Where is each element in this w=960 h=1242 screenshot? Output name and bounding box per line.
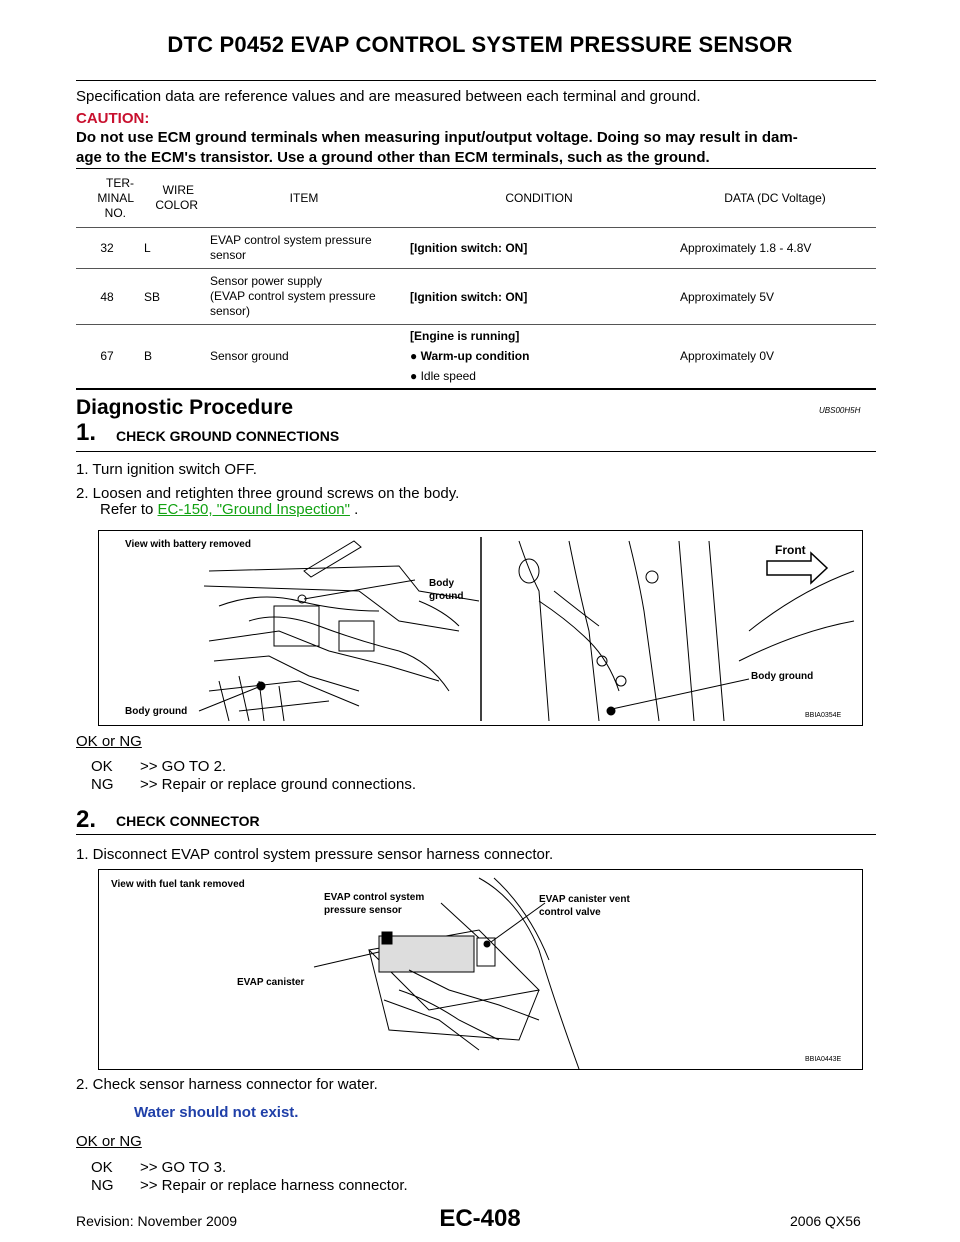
ng-key: NG — [91, 776, 114, 793]
ng-text: >> Repair or replace ground connections. — [140, 776, 417, 793]
cell-condition — [404, 325, 674, 389]
step-1-item: 2. Loosen and retighten three ground screws on the body. — [76, 485, 460, 502]
step-1-title: CHECK GROUND CONNECTIONS — [116, 428, 340, 444]
cell-terminal: 32 — [76, 228, 138, 269]
table-row — [76, 325, 876, 389]
figure-2-title: View with fuel tank removed — [111, 879, 245, 890]
refer-suffix: . — [349, 501, 359, 518]
ng-key: NG — [91, 1177, 114, 1194]
spec-water: Water should not exist. — [134, 1104, 299, 1121]
header-rule — [76, 80, 876, 81]
step-2-item: 2. Check sensor harness connector for water. — [76, 1076, 378, 1093]
bullet-text: Idle speed — [420, 369, 476, 384]
cell-terminal: 48 — [76, 269, 138, 325]
cell-wire: B — [138, 325, 204, 389]
table-header-row — [76, 169, 876, 228]
ground-locations-illustration — [99, 531, 862, 725]
ground-inspection-link[interactable]: EC-150, "Ground Inspection" — [157, 501, 350, 518]
step-1-item: 1. Turn ignition switch OFF. — [76, 461, 257, 478]
ok-text: >> GO TO 3. — [140, 1159, 227, 1176]
table-row — [76, 269, 876, 325]
cell-wire: SB — [138, 269, 204, 325]
section-code: UBS00H5H — [819, 406, 861, 415]
bullet-text: Warm-up condition — [420, 349, 530, 364]
header-terminal-line: NO. — [104, 205, 126, 220]
evap-canister-illustration — [99, 870, 862, 1069]
caution-line-1: Do not use ECM ground terminals when measuring input/output voltage. Doing so may result in dam- — [76, 129, 798, 146]
step-1-rule — [76, 451, 876, 452]
condition-bullet: ● Idle speed — [410, 369, 476, 384]
step-2-item: 1. Disconnect EVAP control system pressure sensor harness connector. — [76, 846, 554, 863]
revision-date: Revision: November 2009 — [76, 1213, 238, 1229]
cell-data: Approximately 1.8 - 4.8V — [674, 228, 876, 269]
item-line: sensor — [210, 248, 247, 262]
header-terminal-line: TER- — [106, 175, 134, 190]
ng-text: >> Repair or replace harness connector. — [140, 1177, 408, 1194]
front-arrow-icon — [767, 553, 827, 583]
label-sensor-1: EVAP control system — [324, 892, 425, 903]
caution-line-2: age to the ECM's transistor. Use a ground other than ECM terminals, such as the ground. — [76, 149, 710, 166]
cell-data: Approximately 5V — [674, 269, 876, 325]
ok-text: >> GO TO 2. — [140, 758, 227, 775]
header-item: ITEM — [289, 191, 319, 205]
page-title: DTC P0452 EVAP CONTROL SYSTEM PRESSURE SENSOR — [167, 32, 793, 57]
label-body-ground-bottom: Body ground — [125, 706, 188, 717]
figure-id: BBIA0354E — [805, 712, 842, 719]
cell-item: Sensor ground — [204, 325, 404, 389]
cell-wire: L — [138, 228, 204, 269]
label-front: Front — [775, 543, 806, 557]
ok-or-ng: OK or NG — [76, 733, 142, 750]
refer-prefix: Refer to — [100, 501, 158, 518]
label-canister: EVAP canister — [237, 977, 305, 988]
item-line: EVAP control system pressure — [210, 233, 372, 247]
condition-head: [Engine is running] — [410, 329, 520, 344]
cell-condition: [Ignition switch: ON] — [404, 228, 674, 269]
label-vent-1: EVAP canister vent — [539, 894, 630, 905]
refer-line — [98, 500, 358, 519]
header-condition: CONDITION — [505, 191, 573, 205]
item-line: sensor) — [210, 304, 251, 318]
header-wire-line: WIRE — [162, 183, 194, 197]
header-terminal — [76, 169, 138, 228]
label-body-ground-1: Body — [429, 578, 454, 589]
header-data: DATA (DC Voltage) — [724, 191, 826, 205]
step-1-number: 1. — [76, 419, 97, 446]
figure-2-id: BBIA0443E — [805, 1056, 842, 1063]
ok-key: OK — [91, 1159, 113, 1176]
ok-or-ng: OK or NG — [76, 1133, 142, 1150]
step-2-rule — [76, 834, 876, 835]
terminal-table — [76, 169, 876, 390]
header-wire — [138, 169, 204, 228]
ground-locations-figure — [98, 530, 863, 726]
figure-left-title: View with battery removed — [125, 539, 251, 550]
cell-item — [204, 269, 404, 325]
label-sensor-2: pressure sensor — [324, 905, 402, 916]
cell-condition: [Ignition switch: ON] — [404, 269, 674, 325]
item-line: Sensor power supply — [210, 274, 323, 288]
step-2-title: CHECK CONNECTOR — [116, 813, 260, 829]
table-row — [76, 228, 876, 269]
evap-canister-figure — [98, 869, 863, 1070]
spec-note: Specification data are reference values and are measured between each terminal and ground. — [76, 88, 701, 105]
ok-key: OK — [91, 758, 113, 775]
cell-item — [204, 228, 404, 269]
section-title: Diagnostic Procedure — [76, 396, 294, 419]
cell-data: Approximately 0V — [674, 325, 876, 389]
item-line: (EVAP control system pressure — [210, 289, 376, 303]
page-number: EC-408 — [439, 1205, 521, 1232]
label-body-ground-right: Body ground — [751, 671, 814, 682]
step-2-number: 2. — [76, 806, 97, 833]
label-body-ground-2: ground — [429, 591, 464, 602]
condition-bullet: ● Warm-up condition — [410, 349, 530, 364]
label-vent-2: control valve — [539, 907, 601, 918]
header-wire-line: COLOR — [155, 198, 198, 212]
cell-terminal: 67 — [76, 325, 138, 389]
header-terminal-line: MINAL — [97, 190, 134, 205]
model-year: 2006 QX56 — [790, 1213, 861, 1229]
caution-heading: CAUTION: — [76, 110, 150, 127]
